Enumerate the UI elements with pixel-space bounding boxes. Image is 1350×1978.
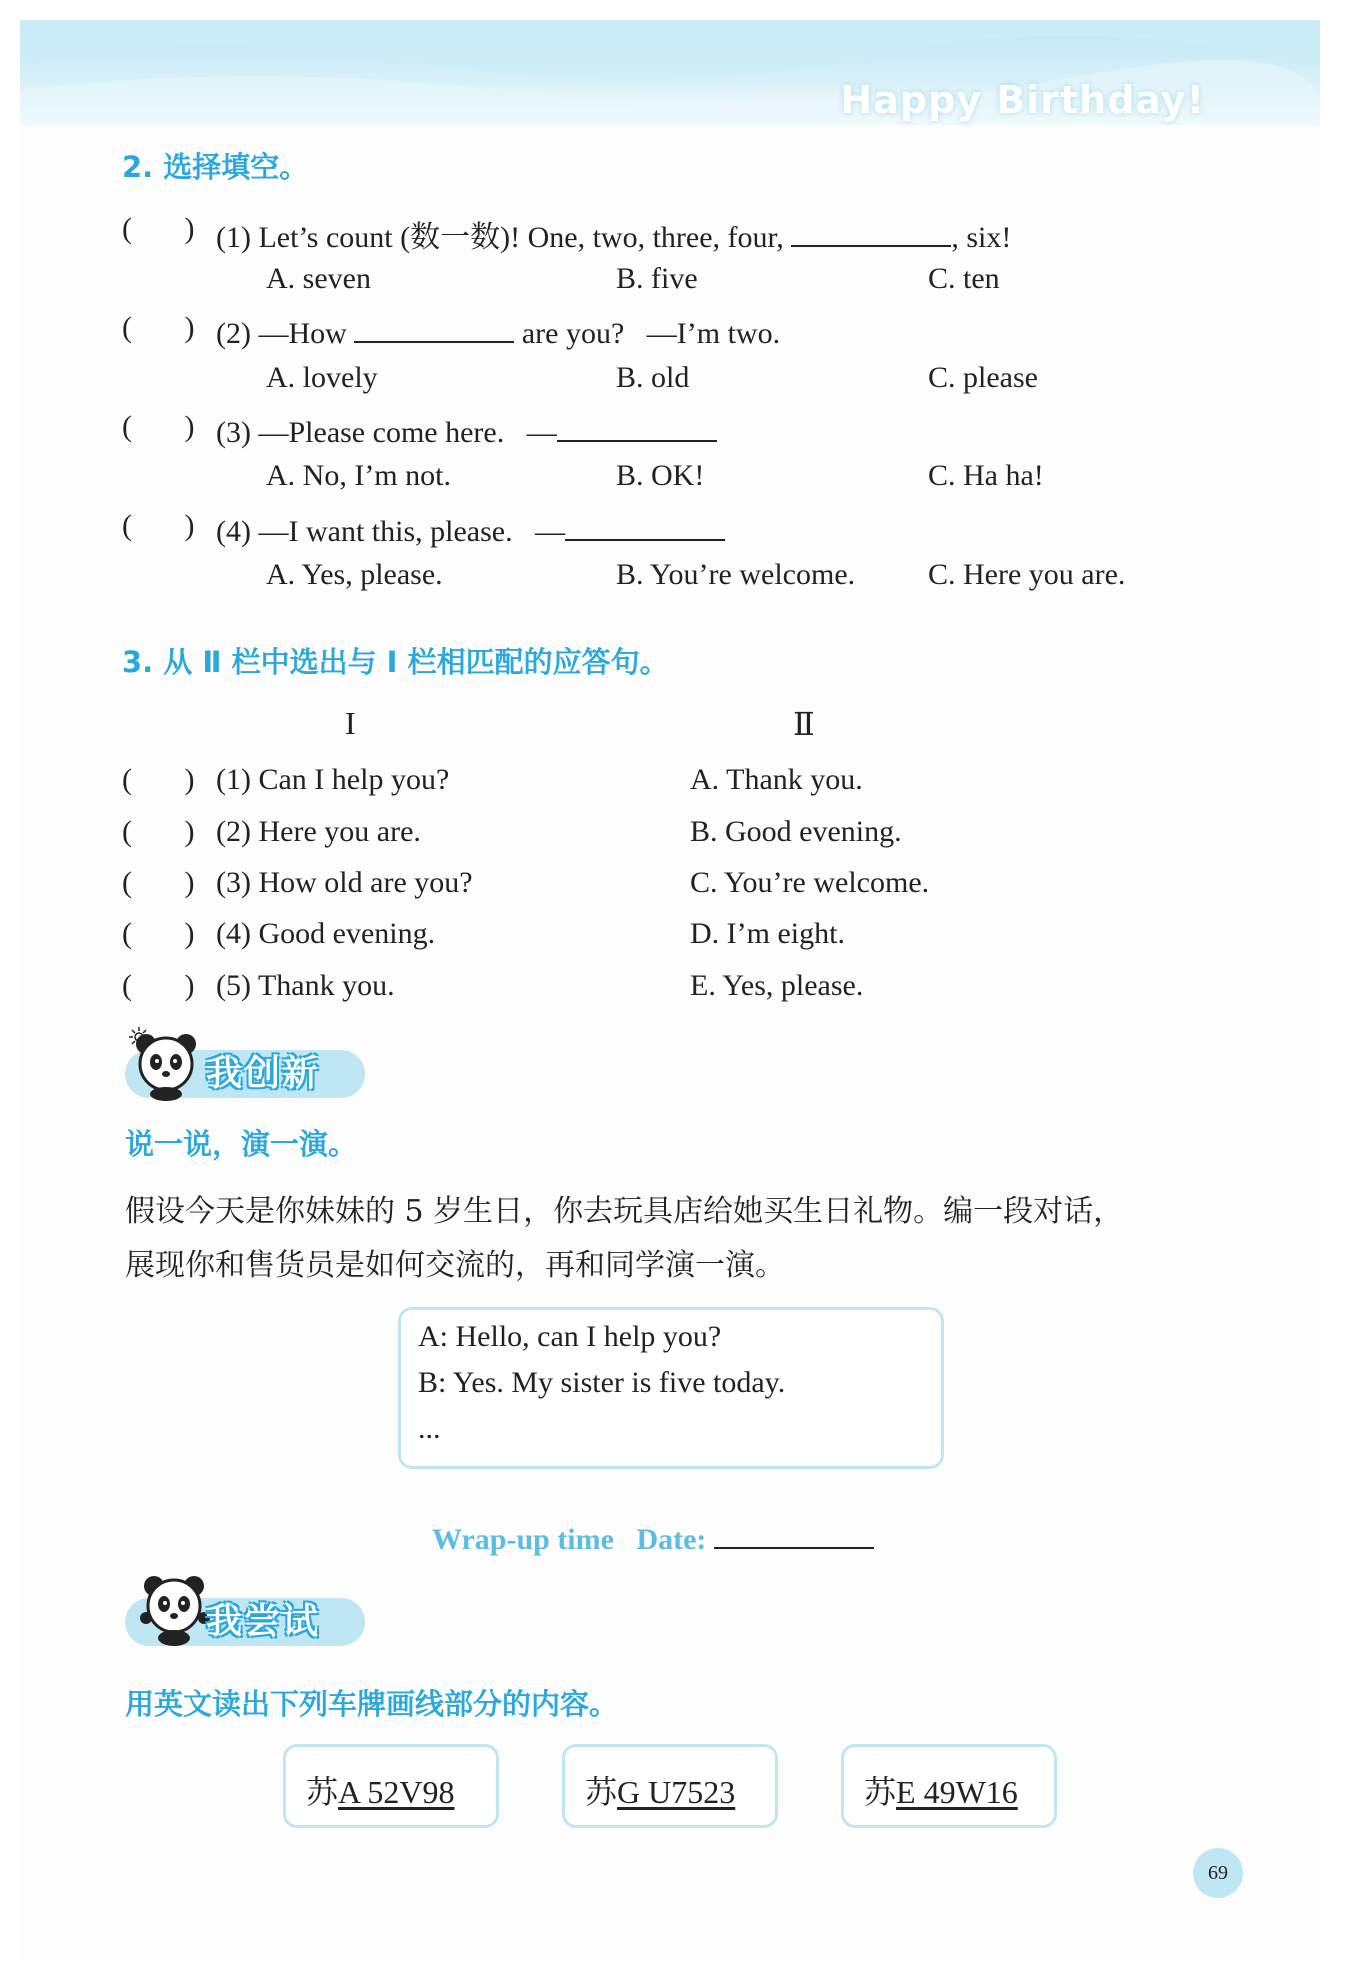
plate-text bbox=[585, 1767, 735, 1813]
question-2-2 bbox=[216, 311, 780, 351]
section-2-title: 2. 选择填空。 bbox=[122, 150, 309, 184]
panda-icon bbox=[138, 1570, 214, 1648]
column-1-heading: I bbox=[345, 705, 356, 741]
column-2-heading: Ⅱ bbox=[793, 706, 815, 742]
match-left-1: (1) Can I help you? bbox=[216, 763, 450, 796]
section-3-title: 3. 从 Ⅱ 栏中选出与 Ⅰ 栏相匹配的应答句。 bbox=[122, 645, 669, 679]
option-2-1-c: C. ten bbox=[928, 262, 1000, 295]
fill-blank[interactable] bbox=[791, 215, 951, 247]
banner-title: Happy Birthday! bbox=[840, 78, 1205, 122]
plate-text bbox=[306, 1767, 454, 1813]
question-stem-middle: are you? bbox=[521, 317, 625, 350]
question-stem-end: , six! bbox=[951, 221, 1012, 254]
question-number: (4) bbox=[216, 515, 251, 548]
question-number: (2) bbox=[216, 317, 251, 350]
dialog-line-a: A: Hello, can I help you? bbox=[418, 1320, 722, 1353]
answer-paren-3-2[interactable]: ( ) bbox=[122, 815, 195, 848]
license-plate-3 bbox=[841, 1744, 1057, 1828]
create-paragraph-line-1: 假设今天是你妹妹的 5 岁生日，你去玩具店给她买生日礼物。编一段对话， bbox=[125, 1194, 1124, 1229]
answer-paren-2-4[interactable]: ( ) bbox=[122, 509, 195, 542]
date-blank[interactable] bbox=[714, 1517, 874, 1549]
question-stem: —How bbox=[258, 317, 347, 350]
plate-underlined: A 52V98 bbox=[338, 1774, 455, 1810]
answer-paren-3-4[interactable]: ( ) bbox=[122, 917, 195, 950]
sun-icon bbox=[128, 1026, 150, 1048]
option-2-3-b: B. OK! bbox=[616, 459, 705, 492]
wrap-up-label: Wrap-up time bbox=[432, 1523, 614, 1556]
option-2-3-c: C. Ha ha! bbox=[928, 459, 1044, 492]
match-left-2: (2) Here you are. bbox=[216, 815, 421, 848]
answer-line: —I’m two. bbox=[646, 317, 781, 350]
header-banner bbox=[20, 20, 1320, 125]
dialog-line-b: B: Yes. My sister is five today. bbox=[418, 1366, 786, 1399]
option-2-2-c: C. please bbox=[928, 361, 1038, 394]
option-2-2-a: A. lovely bbox=[266, 361, 378, 394]
question-2-4 bbox=[216, 509, 725, 549]
dialog-line-ellipsis: ... bbox=[418, 1412, 441, 1445]
plate-prefix: 苏 bbox=[306, 1774, 339, 1810]
match-left-3: (3) How old are you? bbox=[216, 866, 473, 899]
fill-blank[interactable] bbox=[354, 311, 514, 343]
create-subtitle: 说一说，演一演。 bbox=[125, 1127, 358, 1161]
fill-blank[interactable] bbox=[557, 410, 717, 442]
question-2-1 bbox=[216, 212, 1011, 256]
create-badge-label: 我创新 bbox=[206, 1053, 321, 1094]
match-left-4: (4) Good evening. bbox=[216, 917, 436, 950]
fill-blank[interactable] bbox=[565, 509, 725, 541]
question-2-3 bbox=[216, 410, 717, 450]
match-left-5: (5) Thank you. bbox=[216, 969, 395, 1002]
option-2-1-a: A. seven bbox=[266, 262, 371, 295]
match-right-d: D. I’m eight. bbox=[690, 917, 845, 950]
option-2-4-a: A. Yes, please. bbox=[266, 558, 443, 591]
dash: — bbox=[526, 416, 557, 449]
option-2-2-b: B. old bbox=[616, 361, 690, 394]
match-right-e: E. Yes, please. bbox=[690, 969, 864, 1002]
option-2-4-c: C. Here you are. bbox=[928, 558, 1126, 591]
license-plate-1 bbox=[283, 1744, 499, 1828]
plate-underlined: E 49W16 bbox=[896, 1774, 1018, 1810]
create-paragraph-line-2: 展现你和售货员是如何交流的，再和同学演一演。 bbox=[125, 1248, 785, 1283]
license-plate-2 bbox=[562, 1744, 778, 1828]
match-right-a: A. Thank you. bbox=[690, 763, 863, 796]
question-stem: Let’s count (数一数)! One, two, three, four, bbox=[258, 221, 784, 254]
question-number: (1) bbox=[216, 221, 251, 254]
match-right-b: B. Good evening. bbox=[690, 815, 902, 848]
answer-paren-3-5[interactable]: ( ) bbox=[122, 969, 195, 1002]
question-stem: —I want this, please. bbox=[258, 515, 513, 548]
question-number: (3) bbox=[216, 416, 251, 449]
page-number: 69 bbox=[1193, 1848, 1243, 1898]
question-stem: —Please come here. bbox=[258, 416, 505, 449]
try-subtitle: 用英文读出下列车牌画线部分的内容。 bbox=[125, 1687, 619, 1721]
option-2-3-a: A. No, I’m not. bbox=[266, 459, 451, 492]
answer-paren-2-1[interactable]: ( ) bbox=[122, 212, 195, 245]
date-label: Date: bbox=[636, 1523, 707, 1556]
option-2-4-b: B. You’re welcome. bbox=[616, 558, 856, 591]
plate-text bbox=[864, 1767, 1018, 1813]
match-right-c: C. You’re welcome. bbox=[690, 866, 930, 899]
answer-paren-3-1[interactable]: ( ) bbox=[122, 763, 195, 796]
try-badge-label: 我尝试 bbox=[206, 1601, 321, 1642]
answer-paren-2-2[interactable]: ( ) bbox=[122, 311, 195, 344]
option-2-1-b: B. five bbox=[616, 262, 698, 295]
plate-underlined: G U7523 bbox=[617, 1774, 736, 1810]
answer-paren-3-3[interactable]: ( ) bbox=[122, 866, 195, 899]
plate-prefix: 苏 bbox=[864, 1774, 897, 1810]
dash: — bbox=[535, 515, 566, 548]
wrap-up-line bbox=[432, 1517, 874, 1557]
plate-prefix: 苏 bbox=[585, 1774, 618, 1810]
answer-paren-2-3[interactable]: ( ) bbox=[122, 410, 195, 443]
